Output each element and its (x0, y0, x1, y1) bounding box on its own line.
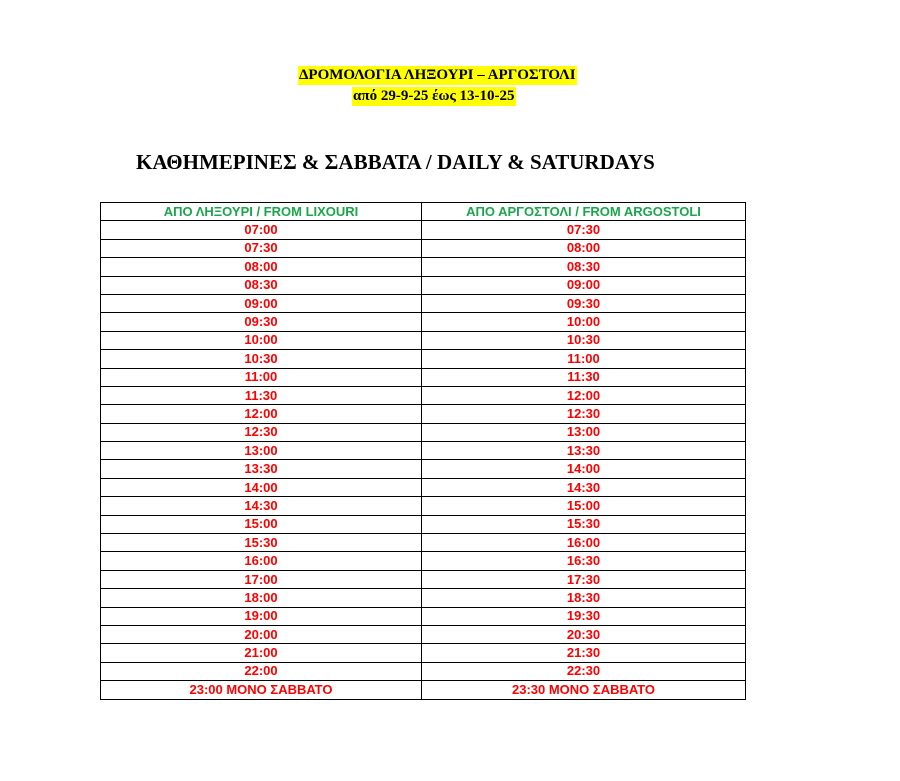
departure-from-lixouri: 13:00 (101, 442, 422, 460)
departure-from-argostoli: 22:30 (422, 662, 746, 680)
departure-from-lixouri: 08:00 (101, 258, 422, 276)
departure-from-lixouri: 18:00 (101, 589, 422, 607)
departure-from-argostoli: 09:30 (422, 294, 746, 312)
departure-from-lixouri: 09:30 (101, 313, 422, 331)
departure-from-argostoli: 08:30 (422, 258, 746, 276)
departure-from-argostoli: 16:00 (422, 534, 746, 552)
departure-from-lixouri: 08:30 (101, 276, 422, 294)
departure-from-argostoli: 19:30 (422, 607, 746, 625)
departure-from-lixouri: 12:00 (101, 405, 422, 423)
departure-from-lixouri: 09:00 (101, 294, 422, 312)
date-range: από 29-9-25 έως 13-10-25 (353, 88, 515, 104)
table-row (101, 331, 746, 349)
departure-from-lixouri: 22:00 (101, 662, 422, 680)
departure-from-argostoli: 12:00 (422, 386, 746, 404)
departure-from-lixouri: 21:00 (101, 644, 422, 662)
departure-from-argostoli: 07:30 (422, 221, 746, 239)
departure-from-argostoli: 08:00 (422, 239, 746, 257)
table-row (101, 552, 746, 570)
departure-from-lixouri: 13:30 (101, 460, 422, 478)
departure-from-argostoli: 15:00 (422, 497, 746, 515)
departure-from-lixouri: 16:00 (101, 552, 422, 570)
table-row (101, 497, 746, 515)
table-row (101, 405, 746, 423)
table-row (101, 534, 746, 552)
table-row (101, 386, 746, 404)
departure-from-lixouri: 11:30 (101, 386, 422, 404)
column-header-from-lixouri: ΑΠΟ ΛΗΞΟΥΡΙ / FROM LIXOURI (101, 203, 422, 221)
section-heading: ΚΑΘΗΜΕΡΙΝΕΣ & ΣΑΒΒΑΤΑ / DAILY & SATURDAYS (136, 150, 655, 174)
departure-from-lixouri: 14:30 (101, 497, 422, 515)
table-row (101, 221, 746, 239)
departure-from-argostoli: 21:30 (422, 644, 746, 662)
departure-from-argostoli: 17:30 (422, 570, 746, 588)
departure-from-argostoli: 13:30 (422, 442, 746, 460)
departure-from-lixouri: 17:00 (101, 570, 422, 588)
table-row (101, 625, 746, 643)
departure-from-lixouri: 20:00 (101, 625, 422, 643)
departure-from-argostoli: 18:30 (422, 589, 746, 607)
departure-from-argostoli: 11:00 (422, 350, 746, 368)
table-header-row (101, 203, 746, 221)
table-row (101, 350, 746, 368)
departure-from-lixouri: 23:00 ΜΟΝΟ ΣΑΒΒΑΤΟ (101, 681, 422, 699)
departure-from-argostoli: 10:00 (422, 313, 746, 331)
table-row (101, 368, 746, 386)
table-row (101, 478, 746, 496)
departure-from-argostoli: 11:30 (422, 368, 746, 386)
table-row (101, 644, 746, 662)
departure-from-lixouri: 07:00 (101, 221, 422, 239)
table-row (101, 662, 746, 680)
departure-from-lixouri: 10:30 (101, 350, 422, 368)
departure-from-lixouri: 19:00 (101, 607, 422, 625)
departure-from-lixouri: 07:30 (101, 239, 422, 257)
column-header-from-argostoli: ΑΠΟ ΑΡΓΟΣΤΟΛΙ / FROM ARGOSTOLI (422, 203, 746, 221)
departure-from-argostoli: 14:00 (422, 460, 746, 478)
table-row (101, 681, 746, 699)
table-row (101, 258, 746, 276)
table-row (101, 589, 746, 607)
departure-from-lixouri: 12:30 (101, 423, 422, 441)
departure-from-argostoli: 23:30 ΜΟΝΟ ΣΑΒΒΑΤΟ (422, 681, 746, 699)
table-row (101, 442, 746, 460)
departure-from-lixouri: 15:00 (101, 515, 422, 533)
departure-from-argostoli: 20:30 (422, 625, 746, 643)
departure-from-argostoli: 13:00 (422, 423, 746, 441)
schedule-title: ΔΡΟΜΟΛΟΓΙΑ ΛΗΞΟΥΡΙ – ΑΡΓΟΣΤΟΛΙ (299, 67, 576, 83)
departure-from-argostoli: 12:30 (422, 405, 746, 423)
table-row (101, 276, 746, 294)
table-row (101, 294, 746, 312)
schedule-body (101, 221, 746, 699)
departure-from-argostoli: 15:30 (422, 515, 746, 533)
table-row (101, 239, 746, 257)
table-row (101, 570, 746, 588)
departure-from-argostoli: 09:00 (422, 276, 746, 294)
departure-from-lixouri: 14:00 (101, 478, 422, 496)
table-row (101, 313, 746, 331)
table-row (101, 460, 746, 478)
departure-from-lixouri: 10:00 (101, 331, 422, 349)
departure-from-lixouri: 11:00 (101, 368, 422, 386)
departure-from-argostoli: 14:30 (422, 478, 746, 496)
table-row (101, 423, 746, 441)
table-row (101, 607, 746, 625)
departure-from-argostoli: 10:30 (422, 331, 746, 349)
schedule-table (100, 202, 746, 700)
departure-from-argostoli: 16:30 (422, 552, 746, 570)
table-row (101, 515, 746, 533)
departure-from-lixouri: 15:30 (101, 534, 422, 552)
